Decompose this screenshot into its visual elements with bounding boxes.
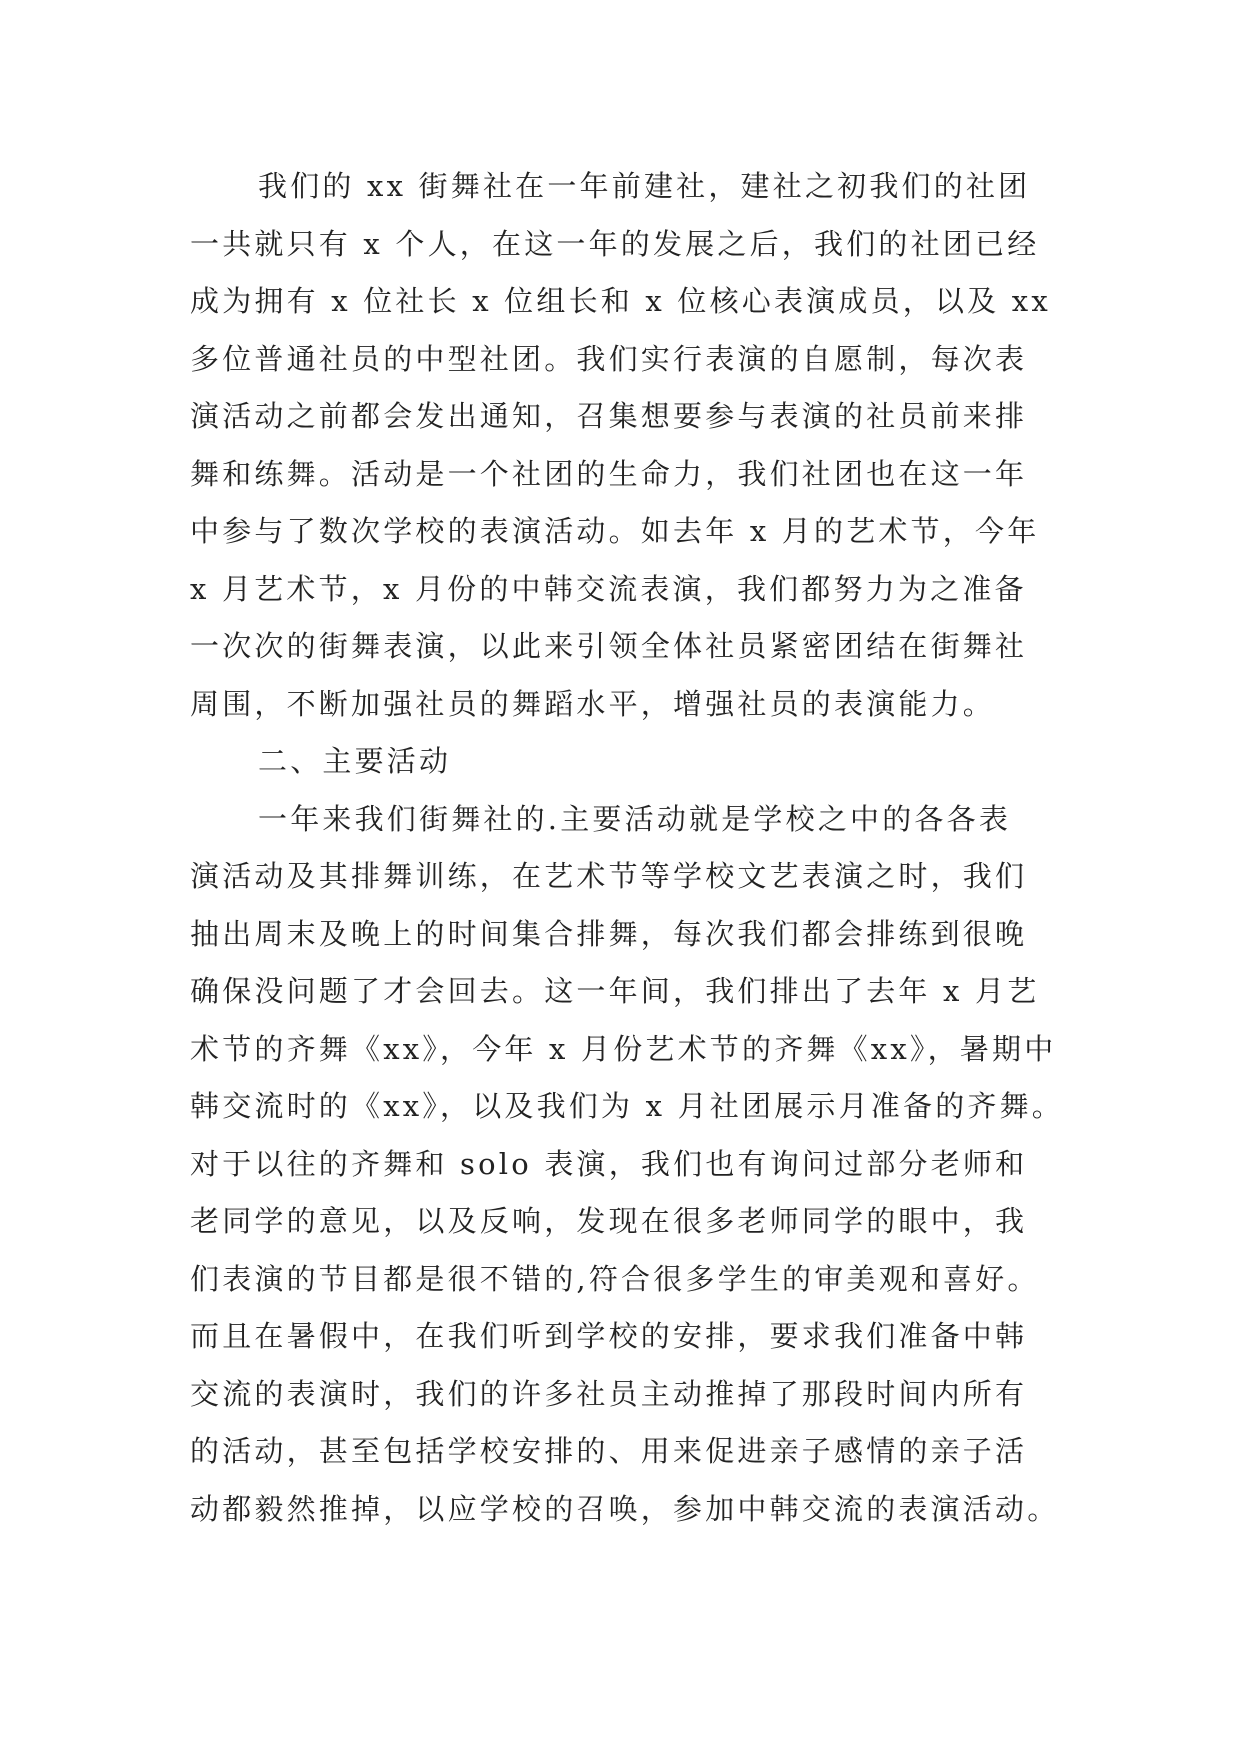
paragraph-1-line-10: 周围，不断加强社员的舞蹈水平，增强社员的表演能力。 [190, 686, 996, 721]
paragraph-2-line-4: 确保没问题了才会回去。这一年间，我们排出了去年 x 月艺 [190, 974, 1040, 1008]
paragraph-2-line-11: 交流的表演时，我们的许多社员主动推掉了那段时间内所有 [190, 1376, 1028, 1411]
paragraph-1-line-1: 我们的 xx 街舞社在一年前建社，建社之初我们的社团 [258, 169, 1031, 203]
paragraph-2-line-13: 动都毅然推掉，以应学校的召唤，参加中韩交流的表演活动。 [190, 1491, 1060, 1526]
paragraph-2-line-8: 老同学的意见，以及反响，发现在很多老师同学的眼中，我 [190, 1204, 1028, 1238]
paragraph-2-line-6: 韩交流时的《xx》，以及我们为 x 月社团展示月准备的齐舞。 [190, 1089, 1065, 1123]
paragraph-2-line-1: 一年来我们街舞社的.主要活动就是学校之中的各各表 [258, 801, 1012, 836]
section-heading: 二、主要活动 [258, 744, 452, 778]
document-body [190, 158, 1065, 1538]
paragraph-2-line-3: 抽出周末及晚上的时间集合排舞，每次我们都会排练到很晚 [190, 916, 1028, 951]
paragraph-1-line-3: 成为拥有 x 位社长 x 位组长和 x 位核心表演成员，以及 xx [190, 284, 1051, 318]
paragraph-1-line-6: 舞和练舞。活动是一个社团的生命力，我们社团也在这一年 [190, 456, 1028, 491]
paragraph-2-line-5: 术节的齐舞《xx》，今年 x 月份艺术节的齐舞《xx》，暑期中 [190, 1031, 1057, 1066]
paragraph-2-line-12: 的活动，甚至包括学校安排的、用来促进亲子感情的亲子活 [190, 1434, 1028, 1468]
paragraph-2-line-10: 而且在暑假中，在我们听到学校的安排，要求我们准备中韩 [190, 1319, 1028, 1353]
paragraph-1-line-4: 多位普通社员的中型社团。我们实行表演的自愿制，每次表 [190, 341, 1028, 376]
paragraph-2-line-9: 们表演的节目都是很不错的,符合很多学生的审美观和喜好。 [190, 1261, 1040, 1296]
paragraph-1-line-9: 一次次的街舞表演，以此来引领全体社员紧密团结在街舞社 [190, 629, 1028, 663]
paragraph-1-line-5: 演活动之前都会发出通知，召集想要参与表演的社员前来排 [190, 399, 1028, 433]
paragraph-1-line-2: 一共就只有 x 个人，在这一年的发展之后，我们的社团已经 [190, 226, 1040, 261]
paragraph-2-line-2: 演活动及其排舞训练，在艺术节等学校文艺表演之时，我们 [190, 859, 1028, 893]
paragraph-2-line-7: 对于以往的齐舞和 solo 表演，我们也有询问过部分老师和 [190, 1146, 1028, 1181]
paragraph-1-line-7: 中参与了数次学校的表演活动。如去年 x 月的艺术节，今年 [190, 514, 1040, 548]
paragraph-1-line-8: x 月艺术节，x 月份的中韩交流表演，我们都努力为之准备 [190, 571, 1027, 606]
